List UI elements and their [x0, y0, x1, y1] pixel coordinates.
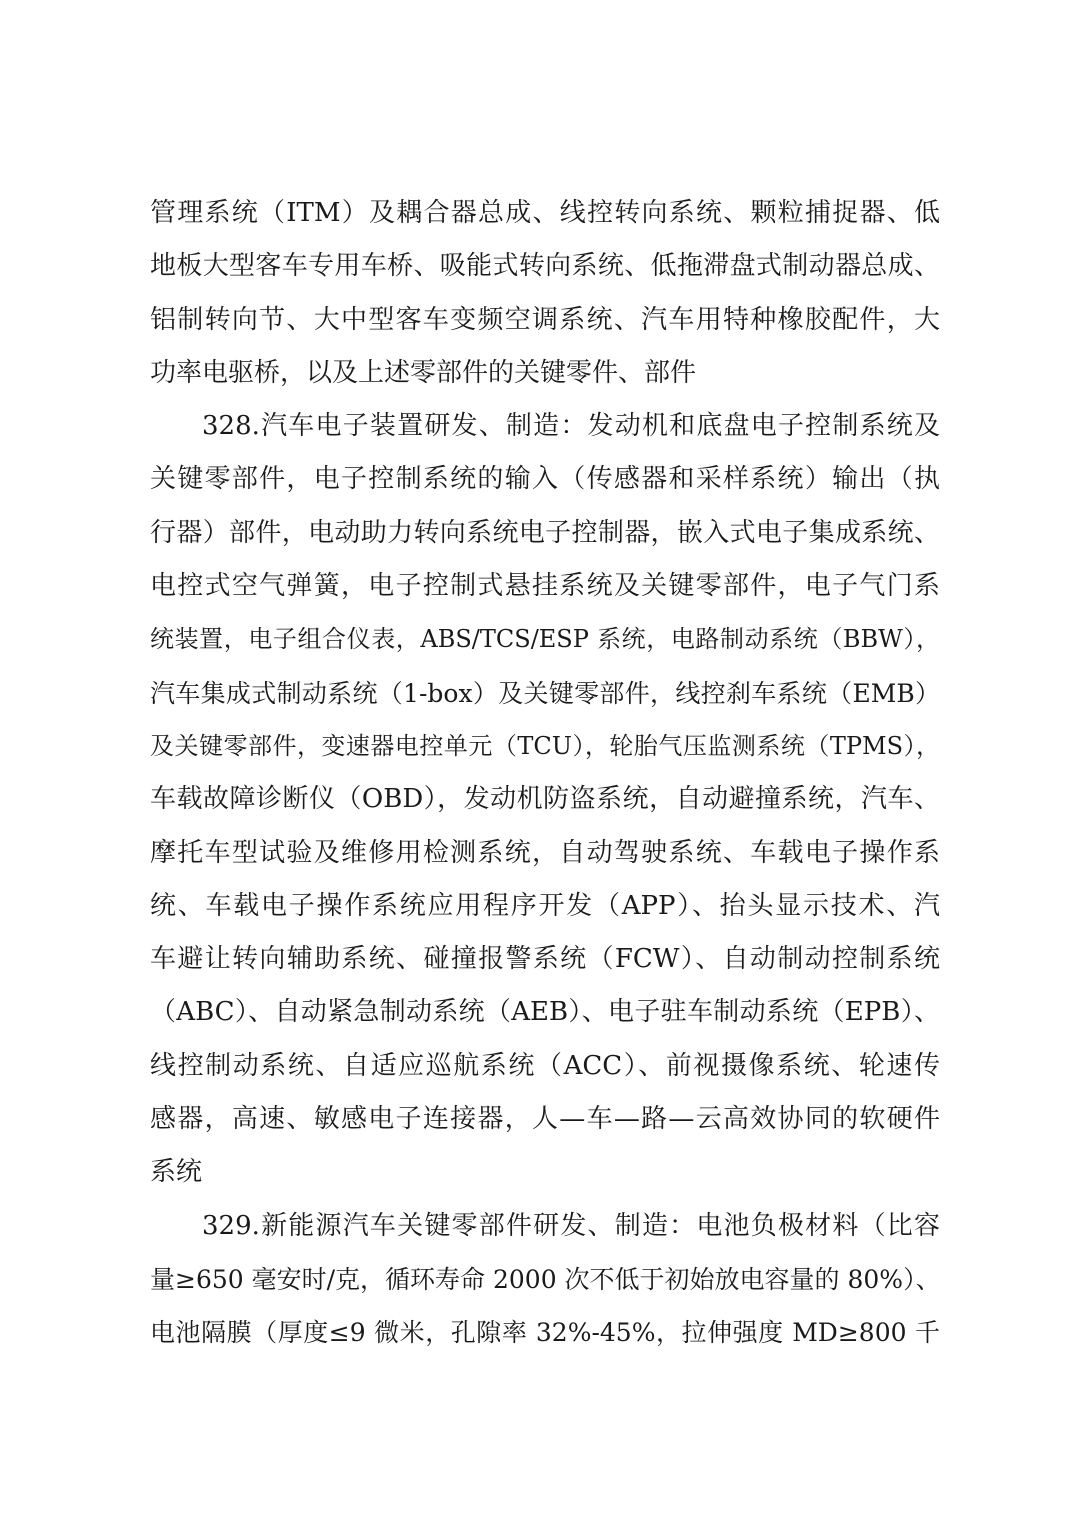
text-line: 电池隔膜（厚度≤9 微米，孔隙率 32%-45%，拉伸强度 MD≥800 千	[150, 1318, 940, 1348]
text-line: 感器，高速、敏感电子连接器，人—车—路—云高效协同的软硬件	[150, 1104, 940, 1135]
text-line: 功率电驱桥，以及上述零部件的关键零件、部件	[150, 357, 697, 388]
paragraph-329-start: 329.新能源汽车关键零部件研发、制造：电池负极材料（比容	[202, 1210, 940, 1241]
text-line: 车载故障诊断仪（OBD），发动机防盗系统，自动避撞系统，汽车、	[150, 784, 940, 815]
text-line: 统装置，电子组合仪表，ABS/TCS/ESP 系统，电路制动系统（BBW），	[150, 625, 940, 654]
text-line: （ABC）、自动紧急制动系统（AEB）、电子驻车制动系统（EPB）、	[150, 997, 940, 1028]
text-line: 行器）部件，电动助力转向系统电子控制器，嵌入式电子集成系统、	[150, 517, 940, 548]
text-line: 系统	[150, 1157, 203, 1188]
text-line: 铝制转向节、大中型客车变频空调系统、汽车用特种橡胶配件，大	[150, 304, 940, 335]
paragraph-328-start: 328.汽车电子装置研发、制造：发动机和底盘电子控制系统及	[202, 411, 940, 442]
document-body	[150, 187, 940, 1360]
text-line: 量≥650 毫安时/克，循环寿命 2000 次不低于初始放电容量的 80%）、	[150, 1264, 941, 1294]
text-line: 地板大型客车专用车桥、吸能式转向系统、低拖滞盘式制动器总成、	[150, 251, 940, 282]
text-line: 摩托车型试验及维修用检测系统，自动驾驶系统、车载电子操作系	[150, 837, 940, 868]
text-line: 电控式空气弹簧，电子控制式悬挂系统及关键零部件，电子气门系	[150, 571, 940, 602]
text-line: 及关键零部件，变速器电控单元（TCU），轮胎气压监测系统（TPMS），	[150, 731, 940, 760]
text-line: 车避让转向辅助系统、碰撞报警系统（FCW）、自动制动控制系统	[150, 944, 940, 975]
text-line: 线控制动系统、自适应巡航系统（ACC）、前视摄像系统、轮速传	[150, 1050, 940, 1081]
text-line: 管理系统（ITM）及耦合器总成、线控转向系统、颗粒捕捉器、低	[150, 198, 940, 228]
text-line: 统、车载电子操作系统应用程序开发（APP）、抬头显示技术、汽	[150, 890, 940, 921]
text-line: 汽车集成式制动系统（1-box）及关键零部件，线控刹车系统（EMB）	[150, 678, 940, 708]
text-line: 关键零部件，电子控制系统的输入（传感器和采样系统）输出（执	[150, 464, 940, 495]
